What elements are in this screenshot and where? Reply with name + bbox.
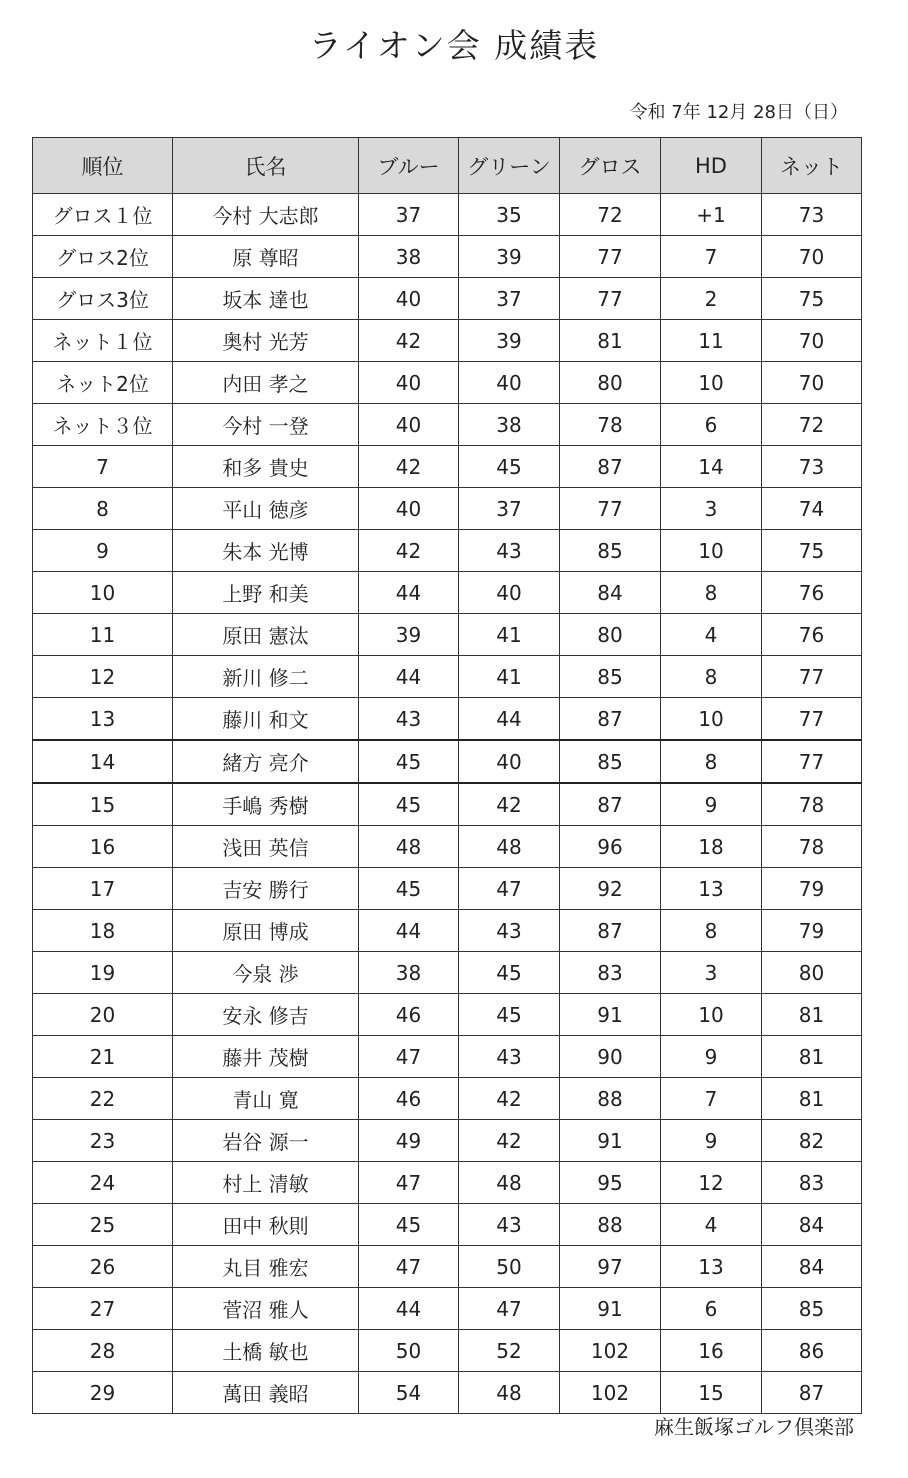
cell-rank: 14 bbox=[33, 740, 173, 783]
cell-net: 70 bbox=[762, 362, 862, 404]
column-header-hd: HD bbox=[661, 138, 762, 194]
cell-green: 42 bbox=[459, 783, 560, 826]
cell-hd: 9 bbox=[661, 1036, 762, 1078]
cell-name: 岩谷 源一 bbox=[173, 1120, 359, 1162]
cell-hd: 8 bbox=[661, 572, 762, 614]
cell-green: 52 bbox=[459, 1330, 560, 1372]
table-row bbox=[33, 783, 862, 826]
table-row bbox=[33, 1204, 862, 1246]
cell-hd: 9 bbox=[661, 783, 762, 826]
cell-rank: 16 bbox=[33, 826, 173, 868]
cell-name: 手嶋 秀樹 bbox=[173, 783, 359, 826]
table-row bbox=[33, 910, 862, 952]
cell-green: 35 bbox=[459, 194, 560, 236]
cell-blue: 47 bbox=[359, 1246, 459, 1288]
column-header-blue: ブルー bbox=[359, 138, 459, 194]
cell-blue: 48 bbox=[359, 826, 459, 868]
cell-gross: 72 bbox=[560, 194, 661, 236]
cell-blue: 54 bbox=[359, 1372, 459, 1414]
cell-rank: 10 bbox=[33, 572, 173, 614]
cell-green: 40 bbox=[459, 362, 560, 404]
cell-gross: 90 bbox=[560, 1036, 661, 1078]
cell-blue: 40 bbox=[359, 404, 459, 446]
cell-name: 奥村 光芳 bbox=[173, 320, 359, 362]
table-row bbox=[33, 614, 862, 656]
cell-name: 菅沼 雅人 bbox=[173, 1288, 359, 1330]
cell-gross: 84 bbox=[560, 572, 661, 614]
cell-gross: 102 bbox=[560, 1372, 661, 1414]
page-title: ライオン会 成績表 bbox=[308, 26, 600, 65]
cell-blue: 46 bbox=[359, 1078, 459, 1120]
cell-blue: 45 bbox=[359, 740, 459, 783]
cell-net: 81 bbox=[762, 994, 862, 1036]
cell-gross: 87 bbox=[560, 910, 661, 952]
cell-gross: 83 bbox=[560, 952, 661, 994]
cell-rank: 25 bbox=[33, 1204, 173, 1246]
cell-gross: 88 bbox=[560, 1078, 661, 1120]
table-row bbox=[33, 826, 862, 868]
cell-name: 田中 秋則 bbox=[173, 1204, 359, 1246]
table-row bbox=[33, 1288, 862, 1330]
cell-hd: 3 bbox=[661, 488, 762, 530]
results-body bbox=[33, 194, 862, 1414]
cell-blue: 45 bbox=[359, 783, 459, 826]
cell-hd: 7 bbox=[661, 236, 762, 278]
cell-net: 70 bbox=[762, 236, 862, 278]
table-row bbox=[33, 1036, 862, 1078]
event-date: 令和 7年 12月 28日（日） bbox=[629, 102, 848, 123]
cell-name: 安永 修吉 bbox=[173, 994, 359, 1036]
cell-net: 76 bbox=[762, 572, 862, 614]
cell-gross: 81 bbox=[560, 320, 661, 362]
cell-rank: 13 bbox=[33, 698, 173, 741]
cell-name: 朱本 光博 bbox=[173, 530, 359, 572]
cell-blue: 42 bbox=[359, 320, 459, 362]
cell-rank: 29 bbox=[33, 1372, 173, 1414]
table-row bbox=[33, 1162, 862, 1204]
cell-gross: 85 bbox=[560, 656, 661, 698]
cell-green: 42 bbox=[459, 1120, 560, 1162]
cell-blue: 50 bbox=[359, 1330, 459, 1372]
cell-gross: 77 bbox=[560, 488, 661, 530]
cell-blue: 42 bbox=[359, 446, 459, 488]
table-row bbox=[33, 278, 862, 320]
cell-blue: 44 bbox=[359, 1288, 459, 1330]
cell-name: 原田 憲汰 bbox=[173, 614, 359, 656]
cell-name: 今泉 渉 bbox=[173, 952, 359, 994]
cell-net: 76 bbox=[762, 614, 862, 656]
cell-net: 81 bbox=[762, 1036, 862, 1078]
cell-rank: 19 bbox=[33, 952, 173, 994]
cell-net: 79 bbox=[762, 868, 862, 910]
cell-green: 39 bbox=[459, 320, 560, 362]
cell-blue: 40 bbox=[359, 362, 459, 404]
cell-name: 原 尊昭 bbox=[173, 236, 359, 278]
cell-rank: 27 bbox=[33, 1288, 173, 1330]
cell-blue: 38 bbox=[359, 952, 459, 994]
cell-blue: 44 bbox=[359, 910, 459, 952]
cell-blue: 40 bbox=[359, 488, 459, 530]
cell-name: 原田 博成 bbox=[173, 910, 359, 952]
table-row bbox=[33, 488, 862, 530]
cell-name: 平山 徳彦 bbox=[173, 488, 359, 530]
cell-gross: 85 bbox=[560, 740, 661, 783]
cell-hd: +1 bbox=[661, 194, 762, 236]
cell-gross: 78 bbox=[560, 404, 661, 446]
table-row bbox=[33, 320, 862, 362]
cell-hd: 18 bbox=[661, 826, 762, 868]
cell-gross: 77 bbox=[560, 236, 661, 278]
cell-green: 37 bbox=[459, 278, 560, 320]
cell-blue: 43 bbox=[359, 698, 459, 741]
cell-hd: 10 bbox=[661, 530, 762, 572]
cell-green: 41 bbox=[459, 614, 560, 656]
cell-gross: 91 bbox=[560, 994, 661, 1036]
cell-green: 43 bbox=[459, 530, 560, 572]
cell-name: 今村 大志郎 bbox=[173, 194, 359, 236]
cell-gross: 77 bbox=[560, 278, 661, 320]
cell-hd: 10 bbox=[661, 698, 762, 741]
cell-gross: 96 bbox=[560, 826, 661, 868]
cell-rank: 8 bbox=[33, 488, 173, 530]
cell-hd: 12 bbox=[661, 1162, 762, 1204]
cell-blue: 45 bbox=[359, 868, 459, 910]
cell-hd: 13 bbox=[661, 1246, 762, 1288]
cell-blue: 46 bbox=[359, 994, 459, 1036]
cell-net: 87 bbox=[762, 1372, 862, 1414]
cell-name: 浅田 英信 bbox=[173, 826, 359, 868]
table-row bbox=[33, 1120, 862, 1162]
cell-net: 77 bbox=[762, 656, 862, 698]
table-row bbox=[33, 952, 862, 994]
cell-rank: 22 bbox=[33, 1078, 173, 1120]
table-row bbox=[33, 698, 862, 741]
cell-net: 81 bbox=[762, 1078, 862, 1120]
cell-hd: 4 bbox=[661, 1204, 762, 1246]
cell-green: 45 bbox=[459, 446, 560, 488]
column-header-net: ネット bbox=[762, 138, 862, 194]
column-header-green: グリーン bbox=[459, 138, 560, 194]
column-header-rank: 順位 bbox=[33, 138, 173, 194]
cell-name: 新川 修二 bbox=[173, 656, 359, 698]
cell-green: 40 bbox=[459, 572, 560, 614]
cell-hd: 8 bbox=[661, 656, 762, 698]
cell-green: 43 bbox=[459, 910, 560, 952]
cell-hd: 4 bbox=[661, 614, 762, 656]
cell-blue: 47 bbox=[359, 1036, 459, 1078]
cell-name: 青山 寛 bbox=[173, 1078, 359, 1120]
cell-net: 82 bbox=[762, 1120, 862, 1162]
cell-hd: 10 bbox=[661, 994, 762, 1036]
cell-rank: グロス１位 bbox=[33, 194, 173, 236]
cell-name: 藤井 茂樹 bbox=[173, 1036, 359, 1078]
cell-blue: 47 bbox=[359, 1162, 459, 1204]
cell-hd: 11 bbox=[661, 320, 762, 362]
cell-rank: 21 bbox=[33, 1036, 173, 1078]
cell-gross: 87 bbox=[560, 698, 661, 741]
cell-name: 上野 和美 bbox=[173, 572, 359, 614]
cell-hd: 6 bbox=[661, 1288, 762, 1330]
cell-blue: 38 bbox=[359, 236, 459, 278]
cell-hd: 8 bbox=[661, 740, 762, 783]
cell-gross: 91 bbox=[560, 1288, 661, 1330]
cell-rank: 12 bbox=[33, 656, 173, 698]
cell-name: 藤川 和文 bbox=[173, 698, 359, 741]
cell-gross: 102 bbox=[560, 1330, 661, 1372]
cell-name: 内田 孝之 bbox=[173, 362, 359, 404]
cell-gross: 87 bbox=[560, 783, 661, 826]
club-name: 麻生飯塚ゴルフ倶楽部 bbox=[654, 1415, 854, 1439]
cell-net: 77 bbox=[762, 698, 862, 741]
cell-green: 38 bbox=[459, 404, 560, 446]
cell-green: 43 bbox=[459, 1036, 560, 1078]
table-row bbox=[33, 404, 862, 446]
table-row bbox=[33, 994, 862, 1036]
table-row bbox=[33, 446, 862, 488]
cell-hd: 9 bbox=[661, 1120, 762, 1162]
cell-rank: 7 bbox=[33, 446, 173, 488]
cell-net: 78 bbox=[762, 826, 862, 868]
cell-green: 43 bbox=[459, 1204, 560, 1246]
cell-net: 75 bbox=[762, 278, 862, 320]
cell-rank: 17 bbox=[33, 868, 173, 910]
cell-rank: 9 bbox=[33, 530, 173, 572]
cell-hd: 16 bbox=[661, 1330, 762, 1372]
cell-hd: 15 bbox=[661, 1372, 762, 1414]
column-header-gross: グロス bbox=[560, 138, 661, 194]
cell-hd: 6 bbox=[661, 404, 762, 446]
table-row bbox=[33, 236, 862, 278]
cell-hd: 7 bbox=[661, 1078, 762, 1120]
cell-name: 和多 貴史 bbox=[173, 446, 359, 488]
cell-net: 70 bbox=[762, 320, 862, 362]
cell-gross: 97 bbox=[560, 1246, 661, 1288]
cell-rank: ネット2位 bbox=[33, 362, 173, 404]
cell-name: 萬田 義昭 bbox=[173, 1372, 359, 1414]
cell-net: 84 bbox=[762, 1246, 862, 1288]
column-header-name: 氏名 bbox=[173, 138, 359, 194]
cell-green: 37 bbox=[459, 488, 560, 530]
table-row bbox=[33, 740, 862, 783]
cell-green: 39 bbox=[459, 236, 560, 278]
cell-gross: 87 bbox=[560, 446, 661, 488]
cell-blue: 37 bbox=[359, 194, 459, 236]
cell-blue: 44 bbox=[359, 656, 459, 698]
cell-green: 44 bbox=[459, 698, 560, 741]
table-row bbox=[33, 362, 862, 404]
cell-hd: 14 bbox=[661, 446, 762, 488]
cell-net: 75 bbox=[762, 530, 862, 572]
table-row bbox=[33, 1372, 862, 1414]
cell-rank: 24 bbox=[33, 1162, 173, 1204]
cell-green: 40 bbox=[459, 740, 560, 783]
cell-gross: 85 bbox=[560, 530, 661, 572]
cell-name: 今村 一登 bbox=[173, 404, 359, 446]
cell-net: 73 bbox=[762, 194, 862, 236]
cell-net: 85 bbox=[762, 1288, 862, 1330]
cell-gross: 88 bbox=[560, 1204, 661, 1246]
cell-name: 村上 清敏 bbox=[173, 1162, 359, 1204]
cell-name: 吉安 勝行 bbox=[173, 868, 359, 910]
table-row bbox=[33, 572, 862, 614]
table-row bbox=[33, 1246, 862, 1288]
cell-net: 86 bbox=[762, 1330, 862, 1372]
cell-green: 45 bbox=[459, 952, 560, 994]
cell-green: 45 bbox=[459, 994, 560, 1036]
cell-name: 土橋 敏也 bbox=[173, 1330, 359, 1372]
cell-hd: 2 bbox=[661, 278, 762, 320]
cell-green: 42 bbox=[459, 1078, 560, 1120]
cell-gross: 91 bbox=[560, 1120, 661, 1162]
cell-net: 84 bbox=[762, 1204, 862, 1246]
cell-name: 丸目 雅宏 bbox=[173, 1246, 359, 1288]
cell-gross: 92 bbox=[560, 868, 661, 910]
table-row bbox=[33, 1078, 862, 1120]
cell-green: 48 bbox=[459, 1162, 560, 1204]
cell-net: 83 bbox=[762, 1162, 862, 1204]
cell-green: 50 bbox=[459, 1246, 560, 1288]
cell-name: 緒方 亮介 bbox=[173, 740, 359, 783]
cell-rank: 20 bbox=[33, 994, 173, 1036]
cell-hd: 3 bbox=[661, 952, 762, 994]
cell-rank: グロス3位 bbox=[33, 278, 173, 320]
cell-hd: 10 bbox=[661, 362, 762, 404]
cell-gross: 80 bbox=[560, 614, 661, 656]
table-row bbox=[33, 530, 862, 572]
cell-blue: 39 bbox=[359, 614, 459, 656]
cell-blue: 49 bbox=[359, 1120, 459, 1162]
cell-net: 78 bbox=[762, 783, 862, 826]
cell-gross: 95 bbox=[560, 1162, 661, 1204]
table-row bbox=[33, 868, 862, 910]
cell-blue: 42 bbox=[359, 530, 459, 572]
table-row bbox=[33, 1330, 862, 1372]
cell-net: 79 bbox=[762, 910, 862, 952]
cell-rank: ネット１位 bbox=[33, 320, 173, 362]
table-header-row bbox=[33, 138, 862, 194]
cell-rank: 23 bbox=[33, 1120, 173, 1162]
results-table bbox=[32, 137, 862, 1414]
cell-name: 坂本 達也 bbox=[173, 278, 359, 320]
cell-green: 41 bbox=[459, 656, 560, 698]
cell-hd: 8 bbox=[661, 910, 762, 952]
cell-net: 80 bbox=[762, 952, 862, 994]
cell-net: 72 bbox=[762, 404, 862, 446]
cell-net: 74 bbox=[762, 488, 862, 530]
cell-rank: 28 bbox=[33, 1330, 173, 1372]
cell-green: 47 bbox=[459, 1288, 560, 1330]
cell-net: 73 bbox=[762, 446, 862, 488]
cell-rank: ネット３位 bbox=[33, 404, 173, 446]
table-row bbox=[33, 656, 862, 698]
cell-blue: 44 bbox=[359, 572, 459, 614]
cell-green: 47 bbox=[459, 868, 560, 910]
cell-rank: 15 bbox=[33, 783, 173, 826]
cell-net: 77 bbox=[762, 740, 862, 783]
cell-green: 48 bbox=[459, 826, 560, 868]
cell-rank: 11 bbox=[33, 614, 173, 656]
cell-rank: 18 bbox=[33, 910, 173, 952]
cell-gross: 80 bbox=[560, 362, 661, 404]
cell-rank: 26 bbox=[33, 1246, 173, 1288]
cell-blue: 45 bbox=[359, 1204, 459, 1246]
cell-hd: 13 bbox=[661, 868, 762, 910]
cell-rank: グロス2位 bbox=[33, 236, 173, 278]
cell-green: 48 bbox=[459, 1372, 560, 1414]
cell-blue: 40 bbox=[359, 278, 459, 320]
table-row bbox=[33, 194, 862, 236]
